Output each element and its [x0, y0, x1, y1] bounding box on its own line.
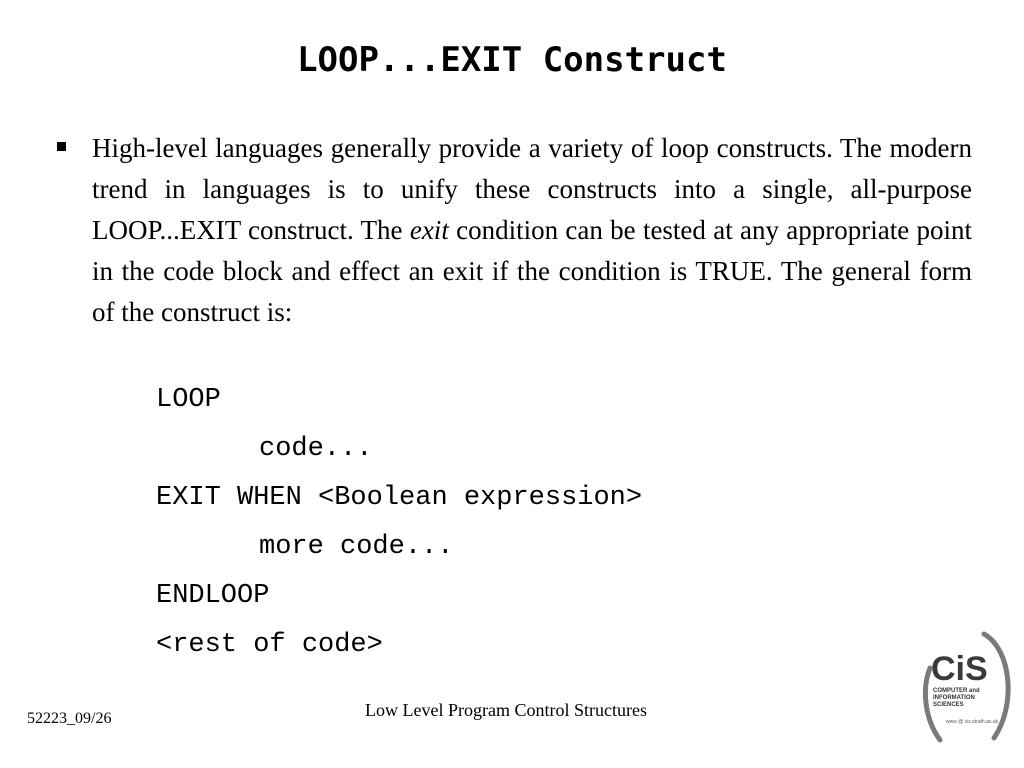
code-line-loop: LOOP	[156, 385, 221, 415]
code-line-code: code...	[259, 434, 373, 464]
logo-line-3: SCIENCES	[933, 702, 964, 708]
bullet-text-emphasis: exit	[409, 215, 449, 245]
logo-url: www @ cis.strath.ac.uk	[946, 719, 999, 725]
bullet-text-part-1: High-level languages generally provide a variety of loop constructs. The modern trend in languages is to unify these constructs into a single, all-purpose LOOP...EXIT construct. The	[92, 133, 972, 245]
logo-line-2: INFORMATION	[933, 695, 975, 701]
code-line-more-code: more code...	[259, 532, 454, 562]
bullet-text	[92, 128, 972, 333]
slide-title: LOOP...EXIT Construct	[297, 40, 727, 80]
footer-slide-id: 52223_09/26	[27, 710, 112, 727]
footer-title: Low Level Program Control Structures	[365, 700, 647, 720]
bullet-item	[52, 128, 972, 333]
cis-logo	[918, 628, 1012, 746]
square-bullet-icon	[57, 142, 66, 151]
code-line-exit-when: EXIT WHEN <Boolean expression>	[156, 483, 643, 513]
code-line-endloop: ENDLOOP	[156, 581, 270, 611]
logo-line-1: COMPUTER and	[933, 688, 980, 694]
bullet-text-part-2: condition can be tested at any appropriate point in the code block and effect an exit if the condition is TRUE. The general form of the construct is:	[92, 215, 972, 327]
code-line-rest-of-code: <rest of code>	[156, 630, 383, 660]
logo-wordmark: CiS	[931, 650, 988, 688]
